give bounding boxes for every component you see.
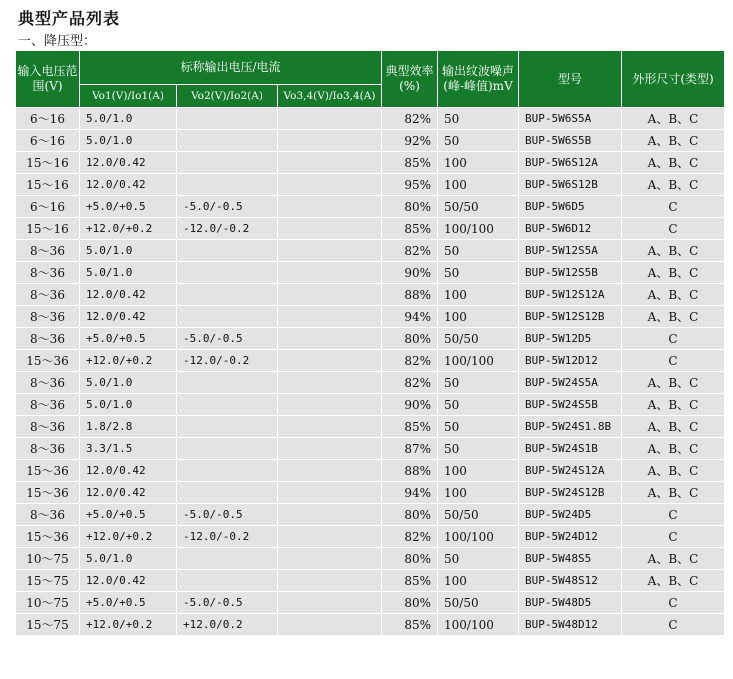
- cell-ripple: 50: [438, 394, 519, 416]
- cell-input-range: 8～36: [16, 372, 80, 394]
- table-row: [16, 130, 725, 152]
- cell-efficiency: 88%: [382, 284, 438, 306]
- cell-vo34: [278, 174, 382, 196]
- cell-vo1: 12.0/0.42: [80, 482, 177, 504]
- cell-input-range: 8～36: [16, 416, 80, 438]
- cell-input-range: 8～36: [16, 262, 80, 284]
- cell-efficiency: 80%: [382, 592, 438, 614]
- cell-vo34: [278, 372, 382, 394]
- cell-package: A、B、C: [622, 372, 725, 394]
- cell-ripple: 50/50: [438, 592, 519, 614]
- page-title: 典型产品列表: [18, 9, 121, 28]
- cell-input-range: 10～75: [16, 548, 80, 570]
- cell-vo1: 5.0/1.0: [80, 130, 177, 152]
- cell-model: BUP-5W6S5A: [519, 108, 622, 130]
- cell-vo1: +12.0/+0.2: [80, 526, 177, 548]
- cell-vo1: 12.0/0.42: [80, 284, 177, 306]
- cell-vo2: [177, 548, 278, 570]
- cell-vo34: [278, 218, 382, 240]
- cell-vo34: [278, 306, 382, 328]
- cell-ripple: 50: [438, 416, 519, 438]
- cell-input-range: 8～36: [16, 504, 80, 526]
- cell-package: C: [622, 218, 725, 240]
- cell-model: BUP-5W48D5: [519, 592, 622, 614]
- cell-input-range: 6～16: [16, 196, 80, 218]
- cell-ripple: 100/100: [438, 614, 519, 636]
- cell-vo1: +12.0/+0.2: [80, 350, 177, 372]
- cell-input-range: 15～16: [16, 152, 80, 174]
- table-row: [16, 152, 725, 174]
- cell-model: BUP-5W48S5: [519, 548, 622, 570]
- header-vo34: Vo3,4(V)/Io3,4(A): [278, 85, 382, 108]
- cell-package: A、B、C: [622, 416, 725, 438]
- cell-vo34: [278, 504, 382, 526]
- table-row: [16, 240, 725, 262]
- cell-vo2: -12.0/-0.2: [177, 526, 278, 548]
- cell-vo1: 12.0/0.42: [80, 306, 177, 328]
- table-row: [16, 196, 725, 218]
- table-row: [16, 306, 725, 328]
- cell-vo1: +5.0/+0.5: [80, 196, 177, 218]
- cell-ripple: 100/100: [438, 218, 519, 240]
- cell-vo2: -12.0/-0.2: [177, 218, 278, 240]
- cell-package: A、B、C: [622, 482, 725, 504]
- cell-vo34: [278, 438, 382, 460]
- cell-ripple: 50: [438, 108, 519, 130]
- cell-package: C: [622, 328, 725, 350]
- header-package: 外形尺寸(类型): [622, 51, 725, 108]
- cell-efficiency: 85%: [382, 614, 438, 636]
- cell-package: A、B、C: [622, 152, 725, 174]
- cell-vo1: 5.0/1.0: [80, 372, 177, 394]
- cell-vo2: -5.0/-0.5: [177, 592, 278, 614]
- cell-vo34: [278, 482, 382, 504]
- cell-model: BUP-5W12S5A: [519, 240, 622, 262]
- cell-package: A、B、C: [622, 394, 725, 416]
- cell-ripple: 50: [438, 262, 519, 284]
- cell-ripple: 100: [438, 174, 519, 196]
- cell-model: BUP-5W48D12: [519, 614, 622, 636]
- table-row: [16, 174, 725, 196]
- cell-input-range: 8～36: [16, 240, 80, 262]
- cell-package: C: [622, 614, 725, 636]
- cell-package: A、B、C: [622, 240, 725, 262]
- table-row: [16, 108, 725, 130]
- cell-input-range: 15～36: [16, 350, 80, 372]
- cell-vo34: [278, 262, 382, 284]
- cell-input-range: 15～36: [16, 460, 80, 482]
- cell-vo1: 12.0/0.42: [80, 174, 177, 196]
- cell-ripple: 100: [438, 306, 519, 328]
- cell-vo2: [177, 306, 278, 328]
- section-subtitle: 一、降压型：: [18, 34, 97, 49]
- cell-efficiency: 82%: [382, 526, 438, 548]
- cell-vo1: 5.0/1.0: [80, 262, 177, 284]
- cell-efficiency: 95%: [382, 174, 438, 196]
- cell-efficiency: 80%: [382, 504, 438, 526]
- cell-vo34: [278, 416, 382, 438]
- cell-input-range: 15～36: [16, 526, 80, 548]
- header-input-range: 输入电压范围(V): [16, 51, 80, 108]
- cell-vo2: [177, 438, 278, 460]
- cell-ripple: 50: [438, 240, 519, 262]
- header-rated-output: 标称输出电压/电流: [80, 51, 382, 85]
- table-row: [16, 438, 725, 460]
- cell-vo1: 12.0/0.42: [80, 460, 177, 482]
- cell-vo34: [278, 548, 382, 570]
- cell-model: BUP-5W24S12B: [519, 482, 622, 504]
- product-table: [15, 50, 725, 636]
- cell-vo1: +12.0/+0.2: [80, 218, 177, 240]
- cell-vo2: [177, 394, 278, 416]
- cell-package: C: [622, 350, 725, 372]
- cell-vo2: [177, 240, 278, 262]
- cell-vo2: -5.0/-0.5: [177, 504, 278, 526]
- cell-efficiency: 82%: [382, 240, 438, 262]
- cell-vo2: [177, 152, 278, 174]
- cell-efficiency: 85%: [382, 570, 438, 592]
- cell-package: A、B、C: [622, 284, 725, 306]
- table-row: [16, 548, 725, 570]
- cell-vo34: [278, 284, 382, 306]
- cell-vo2: [177, 570, 278, 592]
- cell-efficiency: 85%: [382, 416, 438, 438]
- table-row: [16, 372, 725, 394]
- cell-package: A、B、C: [622, 174, 725, 196]
- cell-vo34: [278, 152, 382, 174]
- cell-efficiency: 85%: [382, 218, 438, 240]
- cell-package: C: [622, 504, 725, 526]
- cell-vo2: [177, 174, 278, 196]
- cell-package: A、B、C: [622, 570, 725, 592]
- table-row: [16, 504, 725, 526]
- cell-input-range: 10～75: [16, 592, 80, 614]
- cell-efficiency: 87%: [382, 438, 438, 460]
- cell-model: BUP-5W6S12B: [519, 174, 622, 196]
- cell-model: BUP-5W24D12: [519, 526, 622, 548]
- cell-vo34: [278, 592, 382, 614]
- cell-vo1: 5.0/1.0: [80, 108, 177, 130]
- cell-efficiency: 80%: [382, 328, 438, 350]
- cell-vo34: [278, 350, 382, 372]
- cell-input-range: 15～75: [16, 570, 80, 592]
- cell-vo2: [177, 416, 278, 438]
- table-row: [16, 284, 725, 306]
- cell-ripple: 50: [438, 130, 519, 152]
- cell-ripple: 50: [438, 548, 519, 570]
- cell-vo2: [177, 130, 278, 152]
- cell-vo34: [278, 460, 382, 482]
- table-row: [16, 614, 725, 636]
- cell-ripple: 50/50: [438, 328, 519, 350]
- cell-model: BUP-5W6D12: [519, 218, 622, 240]
- cell-model: BUP-5W6S12A: [519, 152, 622, 174]
- cell-vo1: 12.0/0.42: [80, 570, 177, 592]
- cell-efficiency: 94%: [382, 306, 438, 328]
- cell-input-range: 8～36: [16, 438, 80, 460]
- cell-vo34: [278, 108, 382, 130]
- cell-vo1: 12.0/0.42: [80, 152, 177, 174]
- cell-model: BUP-5W24S1.8B: [519, 416, 622, 438]
- cell-efficiency: 82%: [382, 372, 438, 394]
- cell-vo1: +5.0/+0.5: [80, 328, 177, 350]
- cell-vo34: [278, 196, 382, 218]
- cell-efficiency: 80%: [382, 196, 438, 218]
- cell-model: BUP-5W24S5A: [519, 372, 622, 394]
- cell-vo34: [278, 130, 382, 152]
- table-row: [16, 218, 725, 240]
- table-row: [16, 416, 725, 438]
- cell-vo1: 5.0/1.0: [80, 548, 177, 570]
- table-body: [16, 108, 725, 636]
- cell-model: BUP-5W12D12: [519, 350, 622, 372]
- table-row: [16, 328, 725, 350]
- cell-input-range: 8～36: [16, 394, 80, 416]
- cell-model: BUP-5W24S1B: [519, 438, 622, 460]
- cell-efficiency: 88%: [382, 460, 438, 482]
- cell-input-range: 8～36: [16, 306, 80, 328]
- cell-ripple: 50: [438, 372, 519, 394]
- cell-vo2: -12.0/-0.2: [177, 350, 278, 372]
- cell-model: BUP-5W6S5B: [519, 130, 622, 152]
- cell-ripple: 100: [438, 284, 519, 306]
- cell-package: A、B、C: [622, 548, 725, 570]
- cell-model: BUP-5W12S12B: [519, 306, 622, 328]
- cell-vo2: [177, 482, 278, 504]
- header-vo1: Vo1(V)/Io1(A): [80, 85, 177, 108]
- cell-vo1: 5.0/1.0: [80, 394, 177, 416]
- cell-efficiency: 94%: [382, 482, 438, 504]
- cell-vo34: [278, 240, 382, 262]
- cell-vo1: 5.0/1.0: [80, 240, 177, 262]
- header-model: 型号: [519, 51, 622, 108]
- cell-input-range: 15～16: [16, 218, 80, 240]
- cell-efficiency: 90%: [382, 262, 438, 284]
- header-efficiency: 典型效率(%): [382, 51, 438, 108]
- cell-vo1: +5.0/+0.5: [80, 592, 177, 614]
- cell-efficiency: 85%: [382, 152, 438, 174]
- cell-vo2: +12.0/0.2: [177, 614, 278, 636]
- cell-model: BUP-5W12S5B: [519, 262, 622, 284]
- cell-ripple: 100: [438, 482, 519, 504]
- cell-ripple: 100/100: [438, 350, 519, 372]
- cell-package: A、B、C: [622, 306, 725, 328]
- cell-package: A、B、C: [622, 262, 725, 284]
- cell-input-range: 8～36: [16, 284, 80, 306]
- cell-ripple: 50/50: [438, 504, 519, 526]
- cell-input-range: 6～16: [16, 130, 80, 152]
- table-row: [16, 460, 725, 482]
- cell-model: BUP-5W6D5: [519, 196, 622, 218]
- cell-vo2: [177, 108, 278, 130]
- cell-input-range: 15～36: [16, 482, 80, 504]
- cell-efficiency: 80%: [382, 548, 438, 570]
- cell-model: BUP-5W12S12A: [519, 284, 622, 306]
- cell-ripple: 50/50: [438, 196, 519, 218]
- header-ripple: 输出纹波噪声(峰-峰值)mV: [438, 51, 519, 108]
- cell-input-range: 8～36: [16, 328, 80, 350]
- cell-vo34: [278, 328, 382, 350]
- cell-vo1: 1.8/2.8: [80, 416, 177, 438]
- cell-model: BUP-5W12D5: [519, 328, 622, 350]
- cell-vo2: [177, 284, 278, 306]
- cell-vo2: [177, 372, 278, 394]
- cell-package: A、B、C: [622, 130, 725, 152]
- cell-input-range: 6～16: [16, 108, 80, 130]
- cell-input-range: 15～75: [16, 614, 80, 636]
- table-row: [16, 570, 725, 592]
- cell-package: A、B、C: [622, 108, 725, 130]
- cell-model: BUP-5W24D5: [519, 504, 622, 526]
- table-row: [16, 394, 725, 416]
- cell-ripple: 100: [438, 570, 519, 592]
- cell-package: C: [622, 592, 725, 614]
- cell-efficiency: 90%: [382, 394, 438, 416]
- cell-ripple: 100: [438, 152, 519, 174]
- cell-ripple: 100/100: [438, 526, 519, 548]
- cell-package: A、B、C: [622, 460, 725, 482]
- cell-package: C: [622, 196, 725, 218]
- cell-efficiency: 82%: [382, 350, 438, 372]
- table-row: [16, 592, 725, 614]
- cell-vo1: 3.3/1.5: [80, 438, 177, 460]
- cell-model: BUP-5W24S5B: [519, 394, 622, 416]
- cell-model: BUP-5W24S12A: [519, 460, 622, 482]
- cell-model: BUP-5W48S12: [519, 570, 622, 592]
- cell-vo2: [177, 460, 278, 482]
- cell-vo34: [278, 614, 382, 636]
- cell-vo34: [278, 394, 382, 416]
- cell-vo2: -5.0/-0.5: [177, 196, 278, 218]
- table-row: [16, 526, 725, 548]
- cell-package: A、B、C: [622, 438, 725, 460]
- table-row: [16, 262, 725, 284]
- cell-vo2: -5.0/-0.5: [177, 328, 278, 350]
- cell-package: C: [622, 526, 725, 548]
- header-vo2: Vo2(V)/Io2(A): [177, 85, 278, 108]
- cell-vo1: +5.0/+0.5: [80, 504, 177, 526]
- cell-vo1: +12.0/+0.2: [80, 614, 177, 636]
- table-row: [16, 350, 725, 372]
- cell-vo34: [278, 570, 382, 592]
- cell-ripple: 100: [438, 460, 519, 482]
- cell-efficiency: 92%: [382, 130, 438, 152]
- cell-ripple: 50: [438, 438, 519, 460]
- cell-vo2: [177, 262, 278, 284]
- table-row: [16, 482, 725, 504]
- cell-input-range: 15～16: [16, 174, 80, 196]
- cell-vo34: [278, 526, 382, 548]
- cell-efficiency: 82%: [382, 108, 438, 130]
